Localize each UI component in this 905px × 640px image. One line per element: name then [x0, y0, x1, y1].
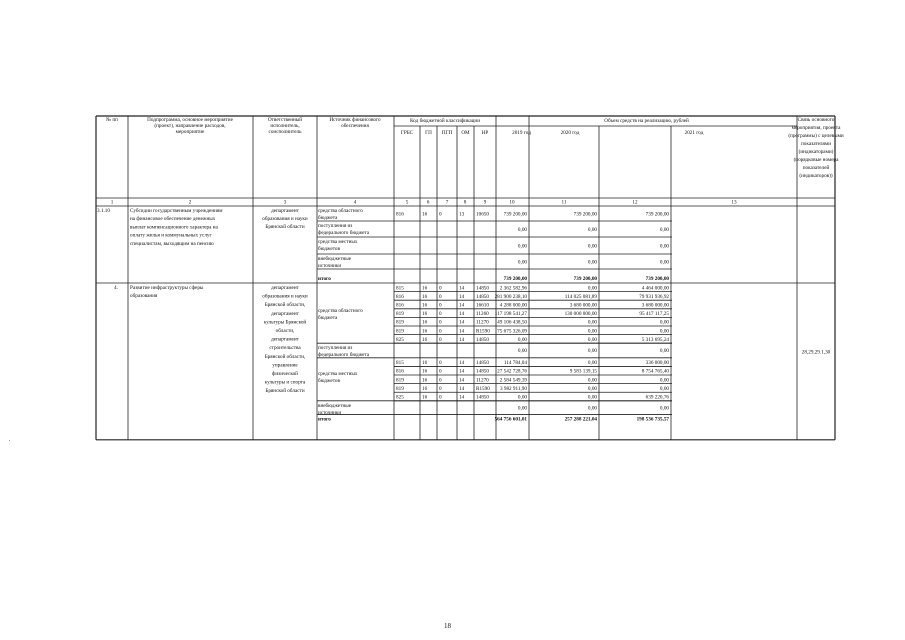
header-kbk-col: ПГП	[441, 130, 453, 136]
local-row-2020: 9 583 139,15	[569, 368, 597, 375]
regional-row-2019: 2 362 582,96	[499, 285, 527, 292]
offbudget-2019: 0,00	[517, 405, 527, 412]
regional-row-2020: 0,00	[587, 319, 597, 326]
regional-row-grbs: 819	[396, 328, 404, 335]
header-program: (проект), направление расходов,	[154, 123, 226, 129]
page-number: 18	[444, 622, 451, 630]
local-row-2019: 3 982 911,90	[499, 385, 527, 392]
block1-source: внебюджетные	[318, 256, 352, 262]
local-row-2020: 0,00	[587, 360, 597, 367]
column-number: 13	[731, 199, 737, 206]
block2-offbudget-label: источники	[318, 409, 342, 416]
header-link: показателей	[802, 165, 830, 171]
local-row-gp: 16	[422, 394, 428, 401]
local-row-om: 14	[459, 360, 465, 367]
regional-row-nr: 14850	[476, 336, 489, 343]
regional-row-nr: 14850	[476, 293, 489, 300]
block2-local-label: бюджетов	[318, 378, 340, 385]
block1-source: средства местных	[318, 239, 358, 245]
regional-row-nr: 11260	[476, 311, 489, 318]
column-number: 6	[426, 199, 430, 206]
regional-row-pgp: 0	[439, 311, 442, 318]
local-row-2021: 336 000,00	[645, 360, 669, 367]
kbk-om: 13	[459, 211, 465, 218]
header-year: 2020 год	[560, 130, 580, 136]
regional-row-gp: 16	[422, 311, 428, 318]
local-row-2021: 639 220,76	[645, 394, 669, 401]
block1-total-2021: 739 200,00	[645, 276, 669, 282]
local-row-2020: 0,00	[587, 377, 597, 384]
block1-source: бюджетов	[318, 246, 340, 252]
block1-name: оплату жилья и коммунальных услуг	[130, 232, 212, 239]
regional-row-grbs: 816	[396, 302, 404, 309]
local-row-nr: 14850	[476, 360, 489, 367]
block1-number: 3.1.10	[97, 208, 110, 214]
block2-responsible: строительства	[269, 345, 301, 352]
value-2020: 0,00	[587, 243, 597, 250]
block1-responsible: Брянской области	[265, 224, 305, 230]
local-row-om: 14	[459, 368, 465, 375]
block1-total-2019: 739 200,00	[503, 276, 527, 282]
regional-row-gp: 16	[422, 293, 428, 300]
header-kbk-col: ГРБС	[400, 130, 414, 136]
block1-total-label: итого	[318, 276, 331, 282]
header-link: показателями	[801, 141, 831, 147]
local-row-nr: 11270	[476, 377, 489, 384]
local-row-nr: R1590	[476, 385, 490, 392]
block1-source: федерального бюджета	[318, 230, 370, 236]
block1-name: выплат компенсационного характера на	[130, 224, 218, 231]
column-number: 8	[463, 199, 467, 206]
block2-responsible: физической	[272, 371, 298, 377]
block2-federal-label: федерального бюджета	[318, 352, 370, 359]
header-link: (индикаторами)	[798, 149, 834, 155]
local-row-2020: 0,00	[587, 385, 597, 392]
header-source: Источник финансового	[329, 117, 381, 123]
local-row-grbs: 816	[396, 368, 404, 375]
local-row-pgp: 0	[439, 394, 442, 401]
local-row-pgp: 0	[439, 377, 442, 384]
block1-total-2020: 739 200,00	[573, 276, 597, 282]
regional-row-2019: 4 288 000,00	[499, 302, 527, 309]
local-row-grbs: 815	[396, 360, 404, 367]
local-row-2019: 114 784,04	[503, 360, 527, 367]
regional-row-2021: 0,00	[659, 319, 669, 326]
column-number: 10	[509, 199, 515, 206]
local-row-gp: 16	[422, 368, 428, 375]
value-2019: 0,00	[517, 243, 527, 250]
block1-name: специалистам, выходящим на пенсию	[130, 240, 214, 247]
regional-row-pgp: 0	[439, 328, 442, 335]
block2-name: Развитие инфраструктуры сферы	[130, 285, 204, 291]
block1-source: бюджета	[318, 215, 338, 221]
regional-row-2020: 3 680 000,00	[569, 302, 597, 309]
column-number: 1	[110, 199, 114, 206]
column-number: 11	[561, 199, 567, 206]
block2-responsible: департамент	[271, 310, 299, 317]
local-row-om: 14	[459, 394, 465, 401]
regional-row-om: 14	[459, 336, 465, 343]
header-link: (порядковые номера	[793, 157, 839, 163]
local-row-om: 14	[459, 377, 465, 384]
local-row-2019: 2 584 549,39	[499, 377, 527, 384]
block2-responsible: образования и науки	[262, 293, 308, 300]
block2-link-indicators: 28,29,29.1,30	[801, 349, 831, 356]
header-kbk-col: ГП	[425, 130, 432, 136]
value-2021: 0,00	[659, 259, 669, 266]
federal-2020: 0,00	[587, 347, 597, 354]
local-row-2021: 8 754 765,40	[641, 368, 669, 375]
local-row-nr: 14850	[476, 394, 489, 401]
block2-federal-label: поступления из	[318, 345, 353, 352]
local-row-gp: 16	[422, 385, 428, 392]
header-volume: Объем средств на реализацию, рублей	[604, 118, 689, 124]
regional-row-grbs: 819	[396, 311, 404, 318]
block2-responsible: департамент	[271, 336, 299, 343]
column-number: 2	[188, 199, 192, 206]
regional-row-gp: 16	[422, 285, 428, 292]
regional-row-2019: 75 675 326,09	[497, 328, 527, 335]
regional-row-2020: 114 025 081,89	[564, 293, 597, 300]
block2-total-label: итого	[318, 416, 331, 423]
column-number: 7	[445, 199, 449, 206]
regional-row-2021: 5 313 695,24	[641, 336, 669, 343]
kbk-grbs: 816	[396, 211, 404, 218]
column-number: 3	[283, 199, 287, 206]
block1-source: источники	[318, 263, 342, 269]
local-row-om: 14	[459, 385, 465, 392]
regional-row-2021: 79 931 936,92	[639, 293, 669, 300]
column-number: 4	[353, 199, 357, 206]
local-row-pgp: 0	[439, 360, 442, 367]
value-2021: 739 200,00	[645, 211, 669, 218]
header-year: 2019 год	[512, 130, 531, 136]
header-responsible: соисполнитель	[268, 129, 302, 135]
header-kbk: Код бюджетной классификации	[409, 118, 481, 124]
block2-regional-label: бюджета	[318, 314, 338, 321]
column-number: 12	[632, 199, 638, 206]
regional-row-2019: 0,00	[517, 336, 527, 343]
value-2020: 739 200,00	[573, 211, 597, 218]
regional-row-gp: 16	[422, 328, 428, 335]
header-program: Подпрограмма, основное мероприятие	[147, 117, 233, 123]
local-row-2019: 27 542 728,76	[497, 368, 527, 375]
local-row-grbs: 825	[396, 394, 404, 401]
regional-row-grbs: 819	[396, 319, 404, 326]
regional-row-gp: 16	[422, 319, 428, 326]
regional-row-grbs: 825	[396, 336, 404, 343]
block2-responsible: культуры и спорта	[264, 379, 306, 386]
column-number: 5	[405, 199, 409, 206]
value-2020: 0,00	[587, 259, 597, 266]
block2-responsible: Брянской области,	[264, 353, 306, 360]
block2-total-2019: 564 756 601,01	[494, 416, 527, 423]
header-source: обеспечения	[341, 123, 369, 129]
kbk-pgp: 0	[439, 211, 442, 218]
header-link: (программы) с целевыми	[788, 133, 844, 139]
offbudget-2021: 0,00	[659, 405, 669, 412]
column-number: 9	[483, 199, 487, 206]
regional-row-nr: 14850	[476, 285, 489, 292]
header-link: мероприятия, проекта	[791, 125, 841, 131]
regional-row-grbs: 816	[396, 293, 404, 300]
value-2021: 0,00	[659, 227, 669, 233]
block2-number: 4.	[114, 285, 118, 291]
kbk-nr: 10650	[476, 211, 489, 218]
regional-row-om: 14	[459, 328, 465, 335]
local-row-grbs: 819	[396, 377, 404, 384]
regional-row-2020: 0,00	[587, 336, 597, 343]
federal-2019: 0,00	[517, 347, 527, 354]
regional-row-pgp: 0	[439, 293, 442, 300]
regional-row-2019: 281 900 238,10	[494, 293, 527, 300]
block2-regional-label: средства областного	[318, 307, 363, 314]
block2-responsible: Брянской области,	[264, 302, 306, 309]
kbk-gp: 16	[422, 211, 428, 218]
regional-row-2021: 3 680 000,00	[641, 302, 669, 309]
block2-responsible: департамент	[271, 285, 299, 291]
header-num: № пп	[106, 117, 118, 123]
local-row-2021: 0,00	[659, 377, 669, 384]
block2-responsible: области,	[275, 328, 295, 334]
regional-row-2019: 49 106 438,50	[497, 319, 527, 326]
value-2019: 0,00	[517, 259, 527, 266]
table-grid	[96, 116, 835, 440]
header-link: (индикаторов))	[799, 173, 833, 179]
local-row-gp: 16	[422, 360, 428, 367]
block2-total-2020: 257 288 221,04	[564, 416, 597, 423]
regional-row-2019: 117 198 541,27	[494, 311, 527, 318]
local-row-2019: 0,00	[517, 394, 527, 401]
regional-row-nr: 16610	[476, 302, 489, 309]
regional-row-gp: 16	[422, 302, 428, 309]
regional-row-om: 14	[459, 311, 465, 318]
local-row-pgp: 0	[439, 385, 442, 392]
regional-row-grbs: 815	[396, 285, 404, 292]
block2-responsible: Брянской области	[265, 388, 305, 395]
block2-local-label: средства местных	[318, 371, 358, 378]
header-kbk-col: ОМ	[461, 130, 470, 136]
block2-responsible: управление	[272, 362, 298, 369]
value-2021: 0,00	[659, 243, 669, 250]
header-kbk-col: НР	[481, 130, 489, 136]
value-2019: 739 200,00	[503, 211, 527, 218]
block2-name: образования	[130, 293, 158, 299]
federal-2021: 0,00	[659, 347, 669, 354]
block2-total-2021: 198 536 735,57	[636, 416, 669, 423]
scan-mark	[9, 440, 10, 441]
local-row-2021: 0,00	[659, 385, 669, 392]
regional-row-om: 14	[459, 293, 465, 300]
regional-row-om: 14	[459, 302, 465, 309]
regional-row-om: 14	[459, 285, 465, 292]
regional-row-nr: R1590	[476, 328, 490, 335]
value-2019: 0,00	[517, 227, 527, 233]
offbudget-2020: 0,00	[587, 405, 597, 412]
block2-responsible: культуры Брянской	[263, 319, 307, 326]
local-row-grbs: 819	[396, 385, 404, 392]
header-responsible: исполнитель,	[270, 123, 300, 129]
regional-row-2020: 0,00	[587, 328, 597, 335]
header-program: мероприятие	[175, 129, 205, 135]
regional-row-om: 14	[459, 319, 465, 326]
regional-row-2021: 4 464 000,00	[641, 285, 669, 292]
regional-row-2020: 130 000 000,00	[564, 311, 597, 318]
block2-offbudget-label: внебюджетные	[318, 402, 352, 409]
regional-row-gp: 16	[422, 336, 428, 343]
regional-row-2020: 0,00	[587, 285, 597, 292]
header-link: Связь основного	[797, 117, 835, 123]
block1-source: средства областного	[318, 208, 363, 214]
regional-row-pgp: 0	[439, 319, 442, 326]
block1-responsible: образования и науки	[262, 216, 308, 222]
regional-row-2021: 95 417 117,25	[639, 311, 669, 318]
local-row-2020: 0,00	[587, 394, 597, 401]
header-responsible: Ответственный	[267, 117, 303, 123]
local-row-gp: 16	[422, 377, 428, 384]
regional-row-pgp: 0	[439, 285, 442, 292]
local-row-nr: 14850	[476, 368, 489, 375]
regional-row-pgp: 0	[439, 336, 442, 343]
value-2020: 0,00	[587, 227, 597, 233]
block1-name: Субсидии государственным учреждениям	[130, 208, 223, 214]
block1-name: на финансовое обеспечение денежных	[130, 216, 216, 223]
regional-row-2021: 0,00	[659, 328, 669, 335]
header-year: 2021 год	[684, 130, 704, 136]
regional-row-nr: 11270	[476, 319, 489, 326]
block1-source: поступления из	[318, 223, 353, 229]
regional-row-pgp: 0	[439, 302, 442, 309]
block1-responsible: департамент	[271, 208, 299, 214]
local-row-pgp: 0	[439, 368, 442, 375]
